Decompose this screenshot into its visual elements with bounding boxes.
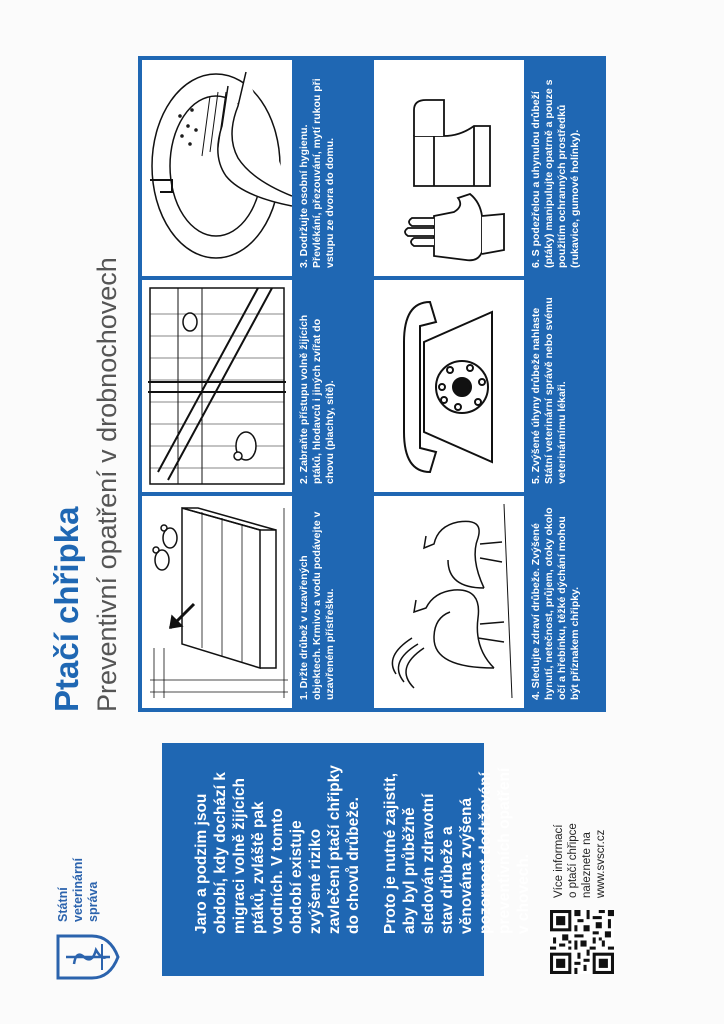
step-2-text: 2. Zabraňte přístupu volně žijících ptáků, hlodavců i jiných zvířat do chovu (plachty, sítě). — [298, 314, 336, 484]
logo-line-2: veterinární — [71, 858, 85, 922]
website-link[interactable]: www.svscr.cz — [595, 829, 607, 898]
step-2 — [142, 280, 370, 492]
svs-logo — [52, 854, 122, 984]
page-title: Ptačí chřipka — [48, 506, 85, 712]
svs-shield-icon — [52, 930, 122, 984]
chickens-icon — [374, 496, 524, 708]
logo-line-3: správa — [86, 881, 100, 922]
step-6-picture — [374, 60, 524, 276]
step-1-text: 1. Držte drůbež v uzavřených objektech. Krmivo a vodu podávejte v uzavřeném přístřešku. — [298, 511, 336, 700]
step-4 — [374, 496, 602, 708]
qr-code-icon[interactable] — [550, 910, 614, 974]
enclosure-icon — [142, 496, 292, 708]
step-5-picture — [374, 280, 524, 492]
steps-grid — [138, 56, 606, 712]
more-info-line-1: Více informací — [553, 824, 565, 898]
step-3-picture — [142, 60, 292, 276]
step-4-text: 4. Sledujte zdraví drůbeže. Zvýšené hynutí, netečnost, průjem, otoky okolo očí a hřebínku, těžké dýchání mohou být příznakem chřipky. — [530, 507, 581, 700]
step-1-picture — [142, 496, 292, 708]
step-6 — [374, 60, 602, 276]
logo-text — [56, 858, 101, 922]
step-4-picture — [374, 496, 524, 708]
step-6-text: 6. S podezřelou a uhynulou drůbeží (ptáky) manipulujte opatrně a pouze s použitím ochranných prostředků (rukavice, gumové holínky). — [530, 79, 581, 268]
telephone-icon — [374, 280, 524, 492]
logo-line-1: Státní — [56, 887, 70, 922]
page-subtitle: Preventivní opatření v drobnochovech — [92, 257, 122, 712]
info-paragraph-2: Proto je nutné zajistit, aby byl průběžně sledován zdravotní stav drůbeže a věnována zvýšená pozornost dodržování preventivních opatření v chovech. — [382, 767, 532, 934]
step-2-picture — [142, 280, 292, 492]
more-info-text — [552, 823, 608, 898]
more-info-line-2: o ptačí chřipce — [567, 823, 579, 898]
barrier-icon — [142, 280, 292, 492]
step-5-text: 5. Zvýšené úhyny drůbeže nahlaste Státní veterinární správě nebo svému veterinárnímu lékaři. — [530, 297, 568, 484]
info-box — [162, 743, 532, 976]
step-3-text: 3. Dodržujte osobní hygienu. Převlékání, přezouvání, mytí rukou při vstupu ze dvora do domu. — [298, 78, 336, 268]
more-info-line-3: naleznete na — [581, 832, 593, 898]
handwash-icon — [142, 60, 292, 276]
step-3 — [142, 60, 370, 276]
step-1 — [142, 496, 370, 708]
step-5 — [374, 280, 602, 492]
gloves-boots-icon — [374, 60, 524, 276]
info-paragraph-1: Jaro a podzim jsou období, kdy dochází k migraci volně žijících ptáků, zvláště pak vodních. V tomto období existuje zvýšené riziko zavlečení ptačí chřipky do chovů drůbeže. — [193, 765, 362, 934]
